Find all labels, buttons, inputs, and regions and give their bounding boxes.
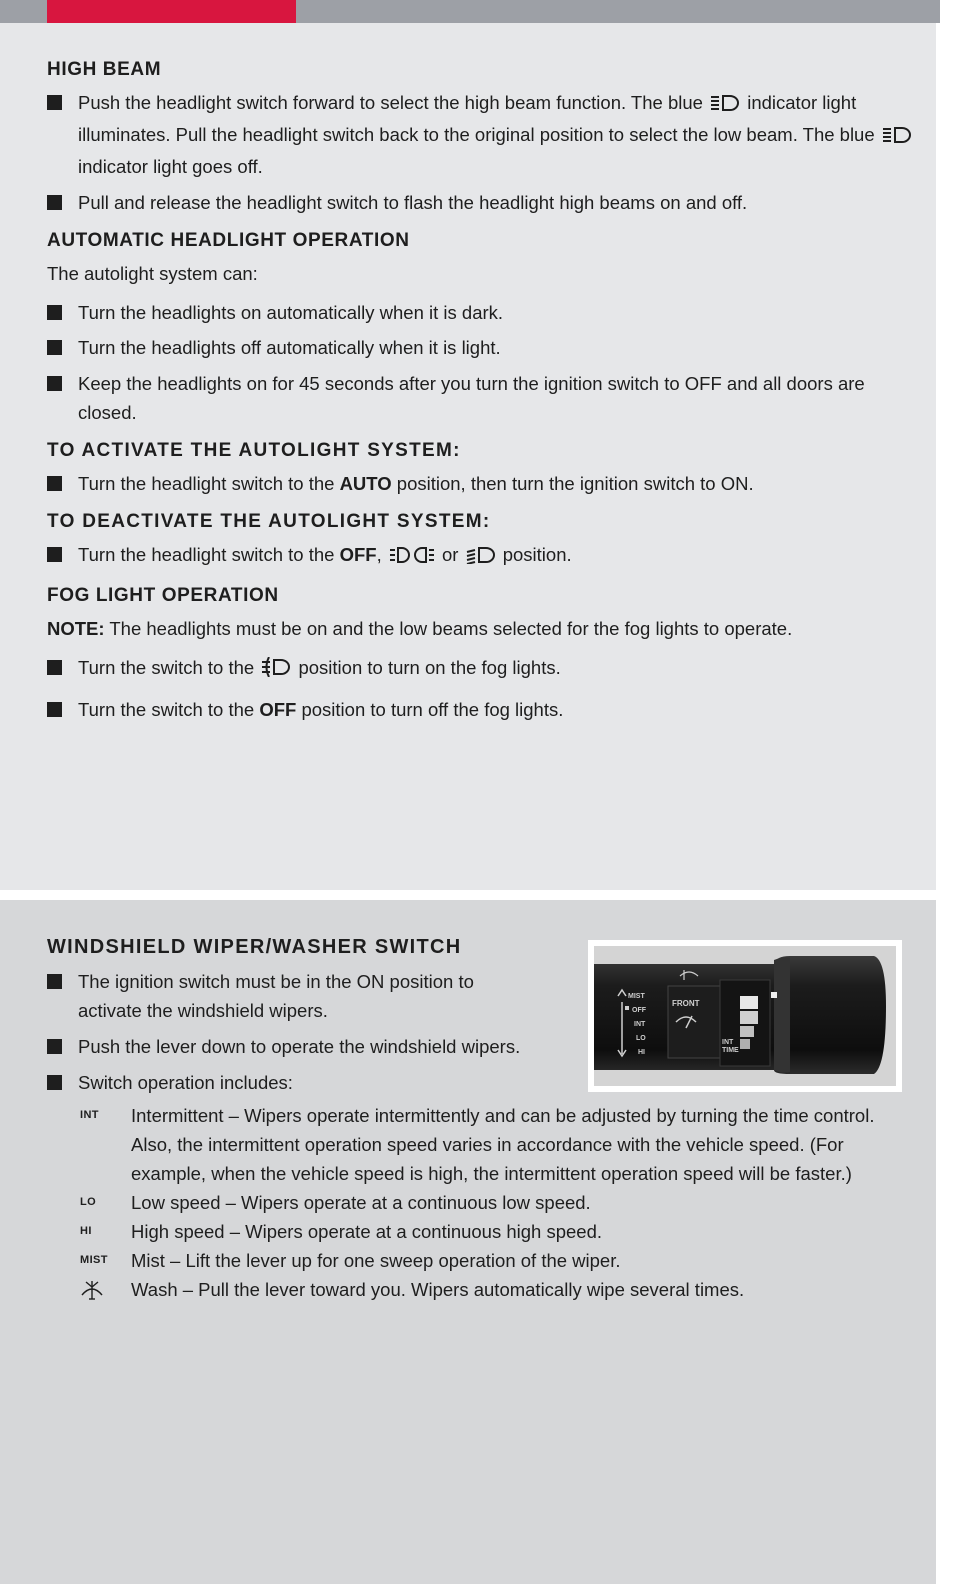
high-beam-heading: HIGH BEAM: [47, 59, 162, 80]
activate-bullet: Turn the headlight switch to the AUTO position, then turn the ignition switch to ON.: [47, 469, 917, 498]
wiper-mode-mist: MIST Mist – Lift the lever up for one sweep operation of the wiper.: [80, 1250, 621, 1271]
fog-bullet-off: Turn the switch to the OFF position to turn off the fog lights.: [47, 695, 917, 724]
photo-label-lo: LO: [636, 1035, 646, 1042]
headlight-content: [47, 58, 917, 724]
activate-heading: TO ACTIVATE THE AUTOLIGHT SYSTEM:: [47, 440, 461, 461]
high-beam-bullet-2: Pull and release the headlight switch to flash the headlight high beams on and off.: [47, 188, 917, 217]
photo-label-front: FRONT: [672, 999, 700, 1008]
wiper-bullet: The ignition switch must be in the ON position to activate the windshield wipers.: [47, 967, 538, 1025]
photo-label-hi: HI: [638, 1049, 645, 1056]
photo-label-int: INT: [634, 1021, 646, 1028]
washer-icon: [80, 1281, 104, 1301]
fog-bullet-on: Turn the switch to the position to turn on the fog lights.: [47, 653, 917, 685]
auto-bullet: Turn the headlights off automatically when it is light.: [47, 333, 917, 362]
wiper-mode-wash: Wash – Pull the lever toward you. Wipers automatically wipe several times.: [47, 1275, 917, 1304]
wiper-mode-int: INT Intermittent – Wipers operate intermittently and can be adjusted by turning the time control. Also, the intermittent operation speed varies in accordance with the vehicle speed. (For example, when the vehicle speed is high, the intermittent operation speed will be faster.): [80, 1105, 875, 1184]
headlight-icon: [466, 543, 496, 572]
wiper-bullet: Switch operation includes:: [47, 1068, 538, 1097]
fog-heading: FOG LIGHT OPERATION: [47, 585, 279, 606]
auto-headlight-heading: AUTOMATIC HEADLIGHT OPERATION: [47, 230, 410, 251]
photo-label-time: TIME: [722, 1047, 739, 1054]
wiper-heading: WINDSHIELD WIPER/WASHER SWITCH: [47, 936, 462, 958]
note-label: NOTE:: [47, 618, 105, 639]
wiper-mode-lo: LO Low speed – Wipers operate at a continuous low speed.: [80, 1192, 591, 1213]
photo-label-mist: MIST: [628, 993, 645, 1000]
wiper-mode-hi: HI High speed – Wipers operate at a continuous high speed.: [80, 1221, 603, 1242]
deactivate-bullet: Turn the headlight switch to the OFF, or position.: [47, 540, 917, 572]
auto-bullet: Keep the headlights on for 45 seconds after you turn the ignition switch to OFF and all doors are closed.: [47, 369, 917, 427]
high-beam-indicator-icon: [882, 123, 912, 152]
off-keyword: OFF: [259, 699, 297, 720]
top-bar-accent: [47, 0, 296, 23]
wiper-lever-photo: [588, 940, 902, 1092]
parking-light-icon: [389, 543, 435, 572]
fog-light-icon: [261, 656, 291, 685]
wiper-mode-list: [47, 1101, 917, 1304]
auto-bullet: Turn the headlights on automatically when it is dark.: [47, 298, 917, 327]
off-keyword: OFF: [339, 544, 377, 565]
fog-note: NOTE: The headlights must be on and the low beams selected for the fog lights to operate.: [47, 618, 793, 639]
deactivate-heading: TO DEACTIVATE THE AUTOLIGHT SYSTEM:: [47, 511, 491, 532]
high-beam-indicator-icon: [710, 91, 740, 120]
top-bar: [0, 0, 940, 23]
high-beam-bullet-1: Push the headlight switch forward to select the high beam function. The blue indicator light illuminates. Pull the headlight switch back to the original position to select the low beam. The blue indicator light goes off.: [47, 88, 917, 181]
photo-label-int-time: INT: [722, 1039, 734, 1046]
wiper-bullet: Push the lever down to operate the windshield wipers.: [47, 1032, 538, 1061]
auto-keyword: AUTO: [339, 473, 392, 494]
wiper-lever-illustration: [594, 946, 896, 1086]
auto-headlight-intro: The autolight system can:: [47, 263, 258, 284]
photo-label-off: OFF: [632, 1007, 646, 1014]
